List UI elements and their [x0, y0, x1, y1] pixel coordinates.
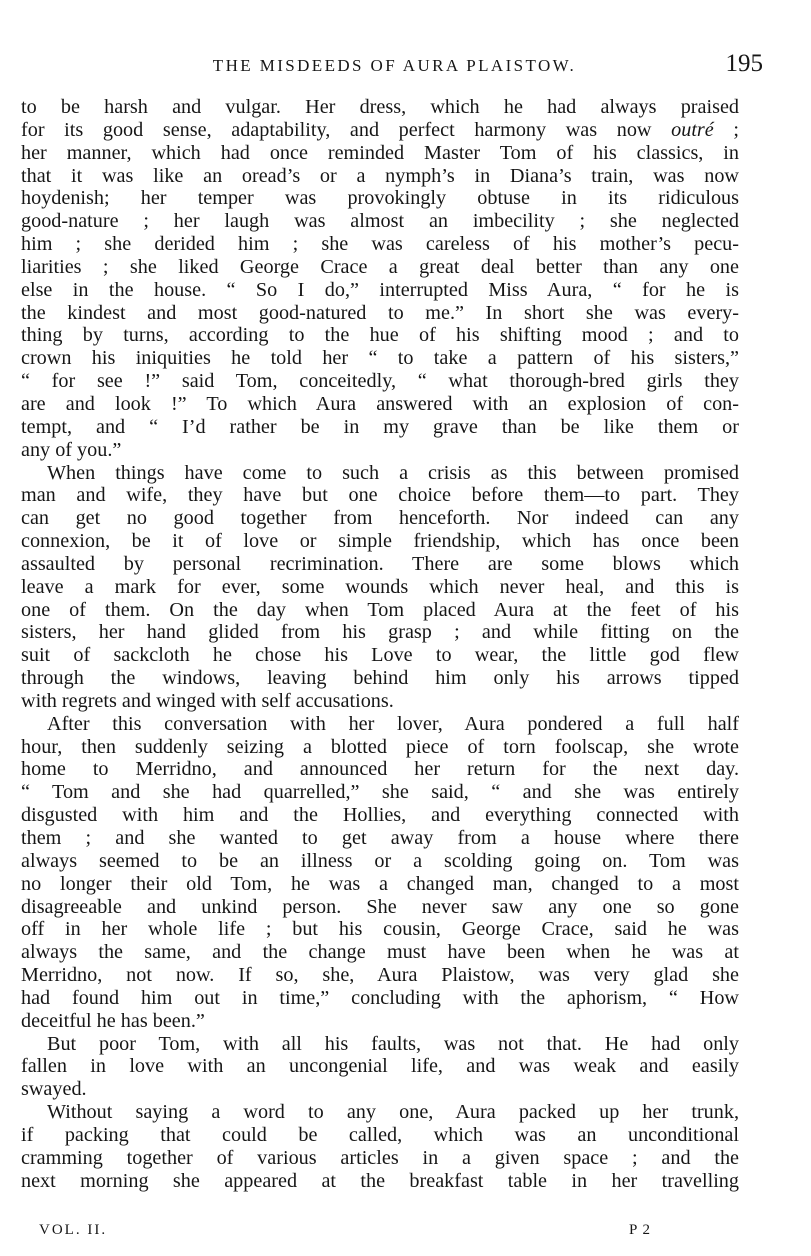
- text-line: swayed.: [21, 1078, 87, 1101]
- text-line: When things have come to such a crisis as this between promised: [47, 461, 739, 484]
- text-line: good-nature ; her laugh was almost an imbecility ; she neglected: [21, 210, 739, 233]
- body-text: [21, 96, 739, 1193]
- text-line: fallen in love with an uncongenial life, and was weak and easily: [21, 1055, 739, 1078]
- text-line: cramming together of various articles in a given space ; and the: [21, 1146, 739, 1169]
- text-line: hoydenish; her temper was provokingly obtuse in its ridiculous: [21, 187, 739, 210]
- text-line: are and look !” To which Aura answered with an explosion of con-: [21, 392, 739, 415]
- text-line: disgusted with him and the Hollies, and everything connected with: [21, 804, 739, 827]
- text-line: Merridno, not now. If so, she, Aura Plaistow, was very glad she: [21, 964, 739, 987]
- text-line: tempt, and “ I’d rather be in my grave than be like them or: [21, 415, 739, 438]
- text-line: “ for see !” said Tom, conceitedly, “ what thorough-bred girls they: [21, 370, 739, 393]
- text-line: always seemed to be an illness or a scolding going on. Tom was: [21, 849, 739, 872]
- running-head: [26, 50, 763, 82]
- text-line: But poor Tom, with all his faults, was not that. He had only: [47, 1032, 739, 1055]
- text-line: thing by turns, according to the hue of his shifting mood ; and to: [21, 324, 739, 347]
- text-line: them ; and she wanted to get away from a house where there: [21, 827, 739, 849]
- text-line: had found him out in time,” concluding with the aphorism, “ How: [21, 986, 739, 1009]
- text-line: liarities ; she liked George Crace a great deal better than any one: [21, 255, 739, 278]
- text-line: off in her whole life ; but his cousin, George Crace, said he was: [21, 918, 739, 941]
- signature-line: [21, 1222, 739, 1246]
- text-line: home to Merridno, and announced her return for the next day.: [21, 758, 739, 781]
- volume-label: VOL. II.: [39, 1222, 108, 1238]
- text-line: for its good sense, adaptability, and perfect harmony was now outré ;: [21, 118, 739, 141]
- text-line: sisters, her hand glided from his grasp ; and while fitting on the: [21, 621, 739, 644]
- text-line: assaulted by personal recrimination. There are some blows which: [21, 552, 739, 575]
- text-line: him ; she derided him ; she was careless of his mother’s pecu-: [21, 233, 739, 256]
- text-line: with regrets and winged with self accusations.: [21, 689, 394, 712]
- text-line: suit of sackcloth he chose his Love to wear, the little god flew: [21, 644, 739, 667]
- text-line: through the windows, leaving behind him only his arrows tipped: [21, 667, 739, 690]
- text-line: to be harsh and vulgar. Her dress, which he had always praised: [21, 96, 739, 118]
- text-line: that it was like an oread’s or a nymph’s in Diana’s train, was now: [21, 164, 739, 187]
- text-line: her manner, which had once reminded Master Tom of his classics, in: [21, 141, 739, 164]
- text-line: deceitful he has been.”: [21, 1009, 205, 1032]
- text-line: the kindest and most good-natured to me.” In short she was every-: [21, 301, 739, 324]
- text-line: leave a mark for ever, some wounds which never heal, and this is: [21, 575, 739, 598]
- text-line: crown his iniquities he told her “ to take a pattern of his sisters,”: [21, 347, 739, 370]
- text-line: connexion, be it of love or simple friendship, which has once been: [21, 530, 739, 553]
- text-line: else in the house. “ So I do,” interrupted Miss Aura, “ for he is: [21, 278, 739, 301]
- page-number: 195: [725, 50, 763, 77]
- text-line: After this conversation with her lover, Aura pondered a full half: [47, 712, 739, 735]
- text-line: “ Tom and she had quarrelled,” she said, “ and she was entirely: [21, 781, 739, 804]
- text-line: man and wife, they have but one choice before them—to part. They: [21, 484, 739, 507]
- text-line: hour, then suddenly seizing a blotted piece of torn foolscap, she wrote: [21, 735, 739, 758]
- text-line: Without saying a word to any one, Aura packed up her trunk,: [47, 1101, 739, 1124]
- text-line: no longer their old Tom, he was a changed man, changed to a most: [21, 872, 739, 895]
- text-line: always the same, and the change must have been when he was at: [21, 941, 739, 964]
- running-title: THE MISDEEDS OF AURA PLAISTOW.: [212, 56, 577, 75]
- text-line: can get no good together from henceforth. Nor indeed can any: [21, 507, 739, 530]
- text-line: any of you.”: [21, 438, 122, 461]
- text-line: if packing that could be called, which was an unconditional: [21, 1123, 739, 1146]
- text-line: disagreeable and unkind person. She never saw any one so gone: [21, 895, 739, 918]
- text-line: one of them. On the day when Tom placed Aura at the feet of his: [21, 598, 739, 621]
- italic-word: outré: [671, 118, 714, 141]
- signature-mark: P 2: [628, 1222, 651, 1238]
- text-line: next morning she appeared at the breakfast table in her travelling: [21, 1169, 739, 1192]
